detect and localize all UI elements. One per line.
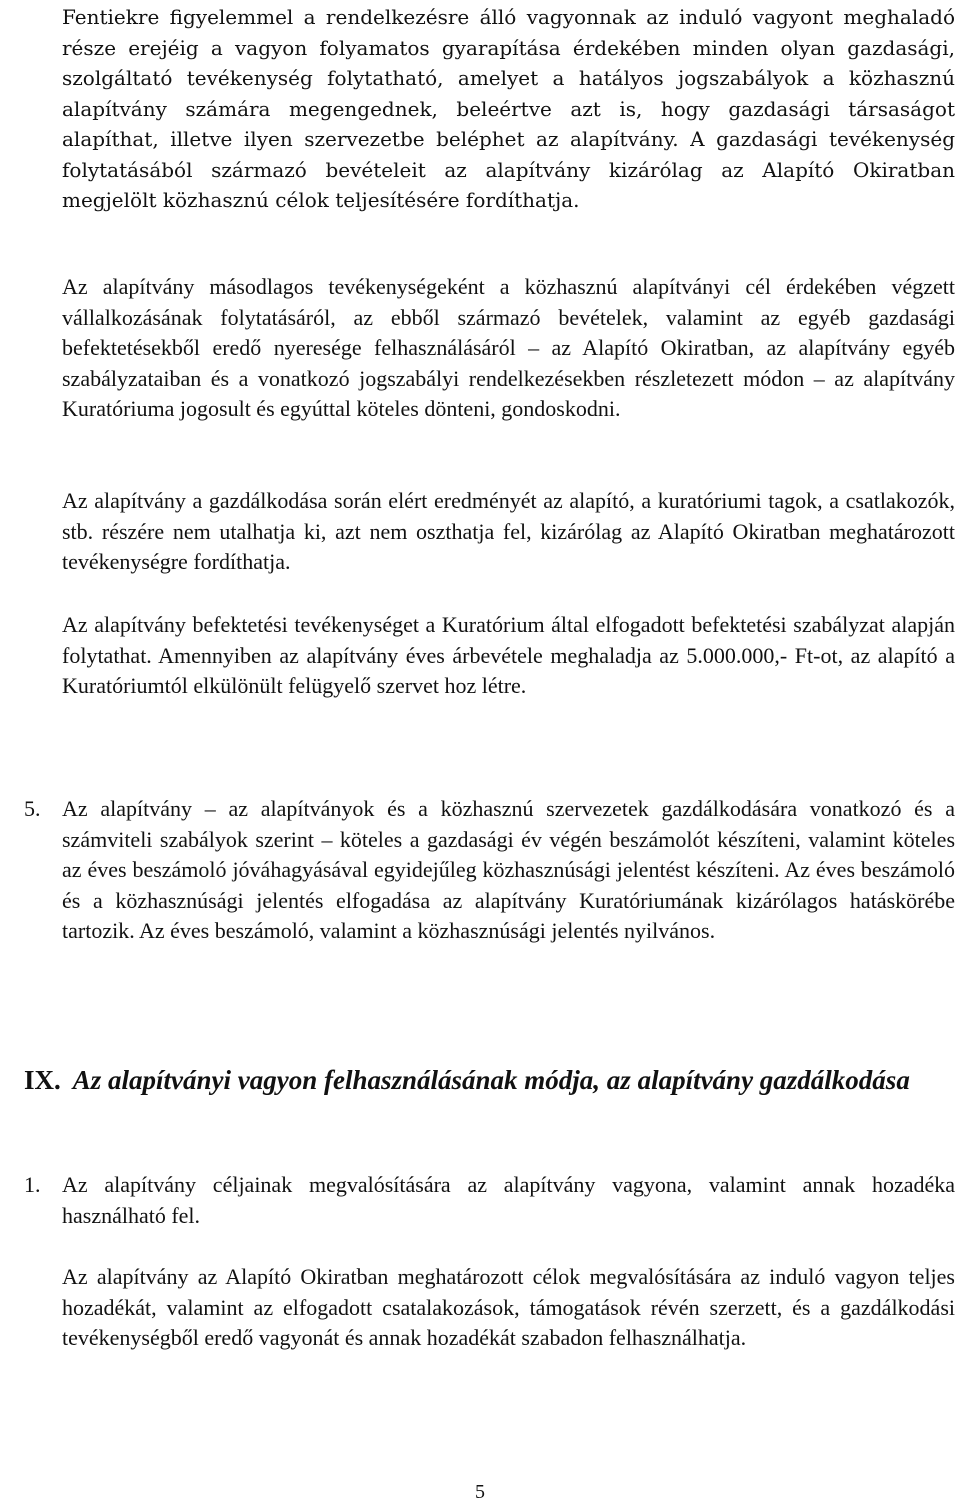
section-number: IX. [24,1065,61,1095]
section-title: Az alapítványi vagyon felhasználásának módja, az alapítvány gazdálkodása [72,1065,910,1095]
paragraph-asset-use: Az alapítvány az Alapító Okiratban meghatározott célok megvalósítására az induló vagyon teljes hozadékát, valamint az elfogadott csatalakozások, támogatások révén szerzett, és a gazdálkodási tevékenységből eredő vagyonát és annak hozadékát szabadon felhasználhatja. [62,1264,955,1350]
item-number: 1. [24,1172,41,1197]
paragraph-secondary-activity: Az alapítvány másodlagos tevékenységeként a közhasznú alapítványi cél érdekében végzett vállalkozásának folytatásáról, az ebből származó bevételek, valamint az egyéb gazdasági befektetésekből eredő nyeresége felhasználásáról – az Alapító Okiratban, az alapítvány egyéb szabályzataiban és a vonatkozó jogszabályi rendelkezésekben részletezett módon – az alapítvány Kuratóriuma jogosult és egyúttal köteles dönteni, gondoskodni. [62,274,955,421]
item-text: Az alapítvány céljainak megvalósítására az alapítvány vagyona, valamint annak hozadéka használható fel. [62,1172,955,1228]
section-heading [24,1062,955,1099]
item-text: Az alapítvány – az alapítványok és a közhasznú szervezetek gazdálkodására vonatkozó és a számviteli szabályok szerint – köteles a gazdasági év végén beszámolót készíteni, valamint köteles az éves beszámoló jóváhagyásával egyidejűleg közhasznúsági jelentést készíteni. Az éves beszámoló és a közhasznúsági jelentés elfogadása az alapítvány Kuratóriumának kizárólagos hatáskörébe tartozik. Az éves beszámoló, valamint a közhasznúsági jelentés nyilvános. [62,796,955,943]
page-number: 5 [475,1481,485,1503]
paragraph-investment: Az alapítvány befektetési tevékenységet a Kuratórium által elfogadott befektetési szabályzat alapján folytathat. Amennyiben az alapítvány éves árbevétele meghaladja az 5.000.000,- Ft-ot, az alapító a Kuratóriumtól elkülönült felügyelő szervet hoz létre. [62,612,955,698]
paragraph-business-activity: Fentiekre figyelemmel a rendelkezésre álló vagyonnak az induló vagyont meghaladó része erejéig a vagyon folyamatos gyarapítása érdekében minden olyan gazdasági, szolgáltató tevékenység folytatható, amelyet a hatályos jogszabályok a közhasznú alapítvány számára megengednek, beleértve azt is, hogy gazdasági társaságot alapíthat, illetve ilyen szervezetbe beléphet az alapítvány. A gazdasági tevékenység folytatásából származó bevételeit az alapítvány kizárólag az Alapító Okiratban megjelölt közhasznú célok teljesítésére fordíthatja. [62,5,955,212]
item-number: 5. [24,796,41,821]
paragraph-result-use: Az alapítvány a gazdálkodása során elért eredményét az alapító, a kuratóriumi tagok, a csatlakozók, stb. részére nem utalhatja ki, azt nem oszthatja fel, kizárólag az Alapító Okiratban meghatározott tevékenységre fordíthatja. [62,488,955,574]
